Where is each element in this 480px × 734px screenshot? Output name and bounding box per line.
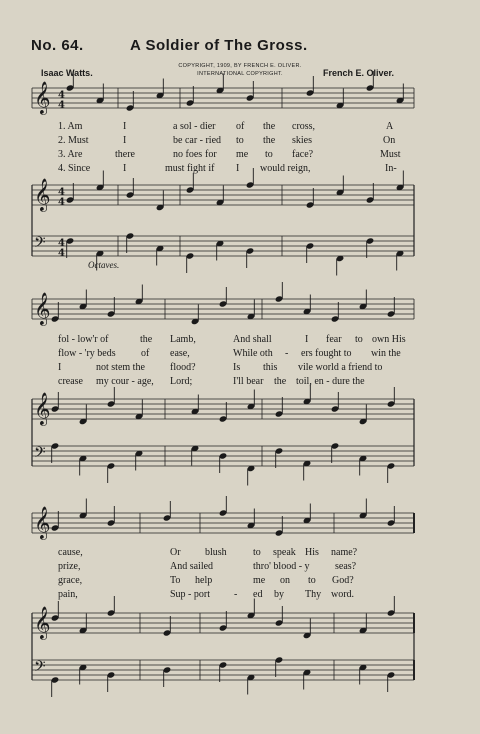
lyric: speak xyxy=(273,547,296,558)
lyric: help xyxy=(195,575,213,586)
lyric: face? xyxy=(292,149,314,160)
lyric: there xyxy=(115,149,135,160)
composer-credit: French E. Oliver. xyxy=(323,68,395,78)
svg-text:4: 4 xyxy=(58,90,65,101)
lyric: the xyxy=(263,135,276,146)
treble-clef-icon: 𝄞 xyxy=(34,178,51,211)
lyric: And sailed xyxy=(170,561,214,572)
author-credit: Isaac Watts. xyxy=(41,68,93,78)
lyric: Lamb, xyxy=(170,334,196,345)
lyric: God? xyxy=(332,575,354,586)
lyric: Lord; xyxy=(170,376,193,387)
svg-text:4: 4 xyxy=(58,238,65,249)
lyric: my cour - age, xyxy=(96,376,154,387)
lyric: I xyxy=(123,121,127,132)
lyric: crease xyxy=(58,376,83,387)
lyric: To xyxy=(170,575,181,586)
lyric: I xyxy=(123,135,127,146)
bass-clef-icon: 𝄢 xyxy=(34,658,46,679)
lyric: no foes xyxy=(173,149,203,160)
lyric: to xyxy=(308,575,316,586)
lyric: seas? xyxy=(335,561,357,572)
lyric: 3. Are xyxy=(58,149,83,160)
lyric: In- xyxy=(385,163,397,174)
lyric: by xyxy=(274,589,284,600)
lyric: I xyxy=(58,362,62,373)
lyric: On xyxy=(383,135,396,146)
lyric: to xyxy=(253,547,261,558)
lyric: Is xyxy=(233,362,241,373)
lyric: thro' blood - y xyxy=(253,561,310,572)
lyric: be car - ried xyxy=(173,135,222,146)
lyric: for xyxy=(205,149,217,160)
lyric: blush xyxy=(205,547,227,558)
lyric: - xyxy=(234,589,238,600)
hymn-title: A Soldier of The Gross. xyxy=(130,37,308,54)
lyric: word. xyxy=(331,589,355,600)
lyric: on xyxy=(280,575,290,586)
lyric: would reign, xyxy=(260,163,311,174)
hymn-number: No. 64. xyxy=(31,37,84,54)
lyric: pain, xyxy=(58,589,78,600)
lyric: this xyxy=(263,362,278,373)
lyric: I xyxy=(123,163,127,174)
treble-clef-icon: 𝄞 xyxy=(34,606,51,639)
lyric: Or xyxy=(170,547,181,558)
lyric: the xyxy=(263,121,276,132)
lyric: 4. Since xyxy=(58,163,91,174)
lyric: His xyxy=(305,547,319,558)
lyric: grace, xyxy=(58,575,83,586)
lyric: I'll bear xyxy=(233,376,264,387)
lyric: flow - 'ry beds xyxy=(58,348,116,359)
lyric: 1. Am xyxy=(58,121,83,132)
lyric: ed xyxy=(253,589,263,600)
bass-clef-icon: 𝄢 xyxy=(34,444,46,465)
lyric: of xyxy=(141,348,150,359)
lyric: - xyxy=(285,348,289,359)
lyric: ers fought to xyxy=(301,348,352,359)
lyric: the xyxy=(274,376,287,387)
octaves-marking: Octaves. xyxy=(88,260,120,270)
lyric: Sup - port xyxy=(170,589,210,600)
lyric: own His xyxy=(372,334,406,345)
lyric: the xyxy=(140,334,153,345)
lyric: ease, xyxy=(170,348,190,359)
lyric: of xyxy=(236,121,245,132)
lyric: name? xyxy=(331,547,358,558)
lyric: cause, xyxy=(58,547,83,558)
copyright-line: INTERNATIONAL COPYRIGHT. xyxy=(197,71,283,77)
bass-clef-icon: 𝄢 xyxy=(34,234,46,255)
lyric: cross, xyxy=(292,121,316,132)
lyric: to xyxy=(265,149,273,160)
lyric: And shall xyxy=(233,334,272,345)
svg-text:4: 4 xyxy=(58,197,65,208)
svg-text:4: 4 xyxy=(58,100,65,111)
lyric: to xyxy=(236,135,244,146)
lyric: vile world a friend to xyxy=(298,362,383,373)
lyric: fol - low'r of xyxy=(58,334,109,345)
svg-text:4: 4 xyxy=(58,187,65,198)
lyric: toil, en - dure the xyxy=(296,376,365,387)
lyric: to xyxy=(355,334,363,345)
lyric: skies xyxy=(292,135,312,146)
lyric: flood? xyxy=(170,362,196,373)
lyric: not stem the xyxy=(96,362,145,373)
lyric: 2. Must xyxy=(58,135,89,146)
lyric: must fight if xyxy=(165,163,215,174)
lyric: I xyxy=(305,334,309,345)
treble-clef-icon: 𝄞 xyxy=(34,81,51,114)
lyric: me xyxy=(236,149,249,160)
lyric: me xyxy=(253,575,266,586)
lyric: prize, xyxy=(58,561,81,572)
lyric: fear xyxy=(326,334,342,345)
lyric: Must xyxy=(380,149,401,160)
lyric: Thy xyxy=(305,589,322,600)
treble-clef-icon: 𝄞 xyxy=(34,506,51,539)
lyric: A xyxy=(386,121,394,132)
svg-text:4: 4 xyxy=(58,248,65,259)
lyric: win the xyxy=(371,348,401,359)
lyric: While oth xyxy=(233,348,273,359)
treble-clef-icon: 𝄞 xyxy=(34,392,51,425)
lyric: I xyxy=(236,163,240,174)
treble-clef-icon: 𝄞 xyxy=(34,292,51,325)
lyric: a sol - dier xyxy=(173,121,216,132)
copyright-line: COPYRIGHT, 1909, BY FRENCH E. OLIVER. xyxy=(178,63,302,69)
